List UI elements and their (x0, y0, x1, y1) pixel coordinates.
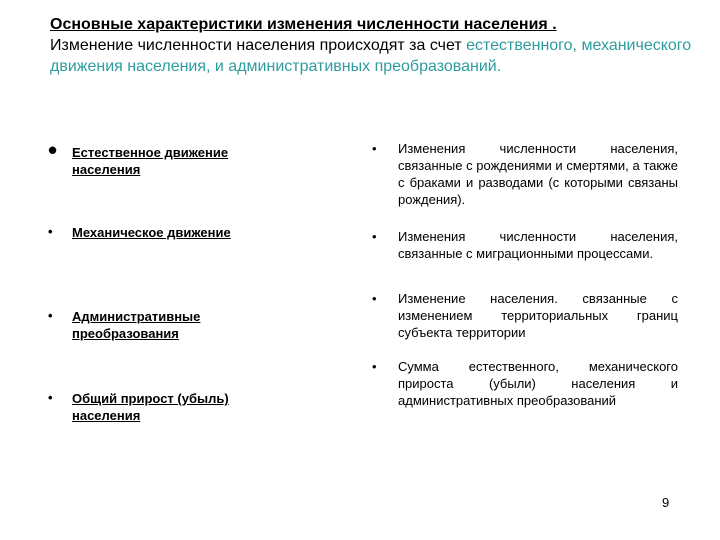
right-item-text: Изменения численности населения, связанные с рождениями и смертями, а также с браками и разводами (с которыми связаны рождения). (398, 141, 678, 207)
left-item-label: Административные преобразования (72, 309, 201, 341)
bullet: • (372, 359, 377, 374)
right-item-text: Сумма естественного, механического прироста (убыли) населения и административных преобразований (398, 359, 678, 408)
left-item-label: Общий прирост (убыль) населения (72, 391, 229, 423)
bullet: • (372, 291, 377, 306)
bullet: • (48, 390, 53, 405)
bullet: • (48, 224, 53, 239)
right-item-text: Изменение населения. связанные с изменением территориальных границ субъекта территории (398, 291, 678, 340)
page-number: 9 (662, 495, 670, 510)
bullet: • (372, 141, 377, 156)
subtitle-highlight: естественного, механического движения населения, и административных преобразований. (50, 37, 692, 75)
bullet: • (48, 308, 53, 323)
slide-subtitle (50, 37, 691, 75)
left-item-label: Механическое движение (72, 225, 231, 240)
bullet: • (48, 135, 58, 165)
bullet: • (372, 229, 377, 244)
slide-title: Основные характеристики изменения численности населения . (50, 16, 557, 33)
subtitle-plain: Изменение численности населения происходят за счет (50, 37, 467, 54)
title-block (50, 14, 700, 77)
right-item-text: Изменения численности населения, связанные с миграционными процессами. (398, 229, 678, 261)
left-item-label: Естественное движение населения (72, 145, 229, 177)
